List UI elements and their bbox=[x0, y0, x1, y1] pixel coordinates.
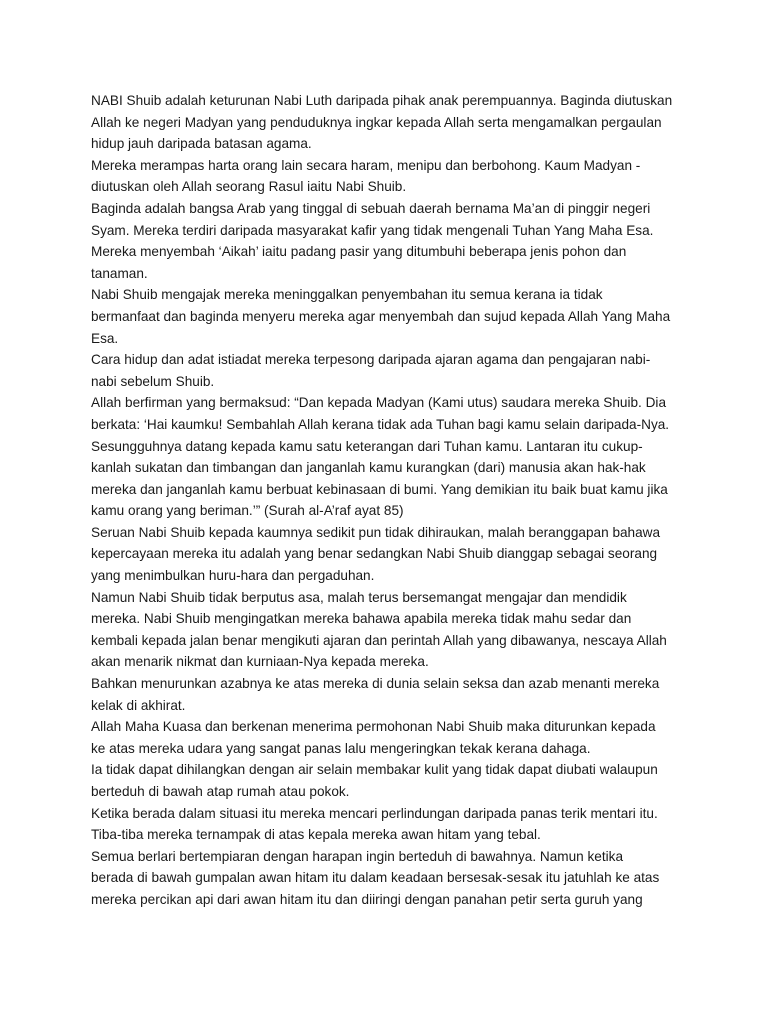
text-line: hidup jauh daripada batasan agama. bbox=[91, 136, 312, 152]
text-line: Seruan Nabi Shuib kepada kaumnya sedikit pun tidak dihiraukan, malah beranggapan bahawa bbox=[91, 524, 661, 540]
text-line: Ia tidak dapat dihilangkan dengan air selain membakar kulit yang tidak dapat diubati walaupun bbox=[91, 762, 658, 778]
paragraph-10 bbox=[91, 673, 691, 716]
text-line: Sesungguhnya datang kepada kamu satu keterangan dari Tuhan kamu. Lantaran itu cukup- bbox=[91, 438, 643, 454]
text-line: bermanfaat dan baginda menyeru mereka agar menyembah dan sujud kepada Allah Yang Maha bbox=[91, 308, 671, 324]
text-line: berkata: ‘Hai kaumku! Sembahlah Allah kerana tidak ada Tuhan bagi kamu selain daripada-Nya. bbox=[91, 416, 670, 432]
paragraph-6 bbox=[91, 349, 691, 392]
text-line: ke atas mereka udara yang sangat panas lalu mengeringkan tekak kerana dahaga. bbox=[91, 740, 591, 756]
paragraph-9 bbox=[91, 587, 691, 673]
text-line: kamu orang yang beriman.’” (Surah al-A’raf ayat 85) bbox=[91, 503, 404, 519]
paragraph-7 bbox=[91, 392, 691, 522]
text-line: kelak di akhirat. bbox=[91, 697, 186, 713]
paragraph-2 bbox=[91, 155, 691, 198]
text-line: kepercayaan mereka itu adalah yang benar sedangkan Nabi Shuib dianggap sebagai seorang bbox=[91, 546, 658, 562]
paragraph-5 bbox=[91, 284, 691, 349]
text-line: berada di bawah gumpalan awan hitam itu dalam keadaan bersesak-sesak itu jatuhlah ke atas bbox=[91, 870, 660, 886]
text-line: Mereka menyembah ‘Aikah’ iaitu padang pasir yang ditumbuhi beberapa jenis pohon dan bbox=[91, 244, 627, 260]
paragraph-15 bbox=[91, 846, 691, 911]
text-line: Ketika berada dalam situasi itu mereka mencari perlindungan daripada panas terik mentari itu. bbox=[91, 805, 658, 821]
text-line: Bahkan menurunkan azabnya ke atas mereka di dunia selain seksa dan azab menanti mereka bbox=[91, 676, 660, 692]
text-line: Mereka merampas harta orang lain secara haram, menipu dan berbohong. Kaum Madyan - bbox=[91, 157, 641, 173]
text-line: nabi sebelum Shuib. bbox=[91, 373, 215, 389]
paragraph-1 bbox=[91, 90, 691, 155]
text-line: kanlah sukatan dan timbangan dan janganlah kamu kurangkan (dari) manusia akan hak-hak bbox=[91, 460, 646, 476]
text-line: Baginda adalah bangsa Arab yang tinggal di sebuah daerah bernama Ma’an di pinggir negeri bbox=[91, 200, 651, 216]
text-line: Allah ke negeri Madyan yang penduduknya ingkar kepada Allah serta mengamalkan pergaulan bbox=[91, 114, 662, 130]
text-line: mereka dan janganlah kamu berbuat kebinasaan di bumi. Yang demikian itu baik buat kamu jika bbox=[91, 481, 668, 497]
paragraph-12 bbox=[91, 759, 691, 802]
text-line: Esa. bbox=[91, 330, 119, 346]
text-line: Syam. Mereka terdiri daripada masyarakat kafir yang tidak mengenali Tuhan Yang Maha Esa. bbox=[91, 222, 654, 238]
text-line: NABI Shuib adalah keturunan Nabi Luth daripada pihak anak perempuannya. Baginda diutuskan bbox=[91, 93, 673, 108]
text-line: Allah berfirman yang bermaksud: “Dan kepada Madyan (Kami utus) saudara mereka Shuib. Dia bbox=[91, 395, 666, 411]
text-line: Allah Maha Kuasa dan berkenan menerima permohonan Nabi Shuib maka diturunkan kepada bbox=[91, 719, 656, 735]
document-body bbox=[91, 90, 691, 911]
paragraph-14 bbox=[91, 824, 691, 846]
text-line: tanaman. bbox=[91, 265, 148, 281]
text-line: akan menarik nikmat dan kurniaan-Nya kepada mereka. bbox=[91, 654, 429, 670]
paragraph-11 bbox=[91, 716, 691, 759]
text-line: mereka. Nabi Shuib mengingatkan mereka bahawa apabila mereka tidak mahu sedar dan bbox=[91, 611, 632, 627]
text-line: Cara hidup dan adat istiadat mereka terpesong daripada ajaran agama dan pengajaran nabi- bbox=[91, 352, 651, 368]
text-line: diutuskan oleh Allah seorang Rasul iaitu Nabi Shuib. bbox=[91, 179, 407, 195]
paragraph-4 bbox=[91, 241, 691, 284]
paragraph-8 bbox=[91, 522, 691, 587]
text-line: Tiba-tiba mereka ternampak di atas kepala mereka awan hitam yang tebal. bbox=[91, 827, 541, 843]
text-line: Namun Nabi Shuib tidak berputus asa, malah terus bersemangat mengajar dan mendidik bbox=[91, 589, 627, 605]
text-line: yang menimbulkan huru-hara dan pergaduhan. bbox=[91, 568, 375, 584]
text-line: Semua berlari bertempiaran dengan harapan ingin berteduh di bawahnya. Namun ketika bbox=[91, 848, 624, 864]
paragraph-13 bbox=[91, 803, 691, 825]
text-line: kembali kepada jalan benar mengikuti ajaran dan perintah Allah yang dibawanya, nescaya Allah bbox=[91, 632, 667, 648]
text-line: Nabi Shuib mengajak mereka meninggalkan penyembahan itu semua kerana ia tidak bbox=[91, 287, 603, 303]
text-line: berteduh di bawah atap rumah atau pokok. bbox=[91, 784, 350, 799]
text-line: mereka percikan api dari awan hitam itu dan diiringi dengan panahan petir serta guruh yang bbox=[91, 891, 643, 907]
paragraph-3 bbox=[91, 198, 691, 241]
